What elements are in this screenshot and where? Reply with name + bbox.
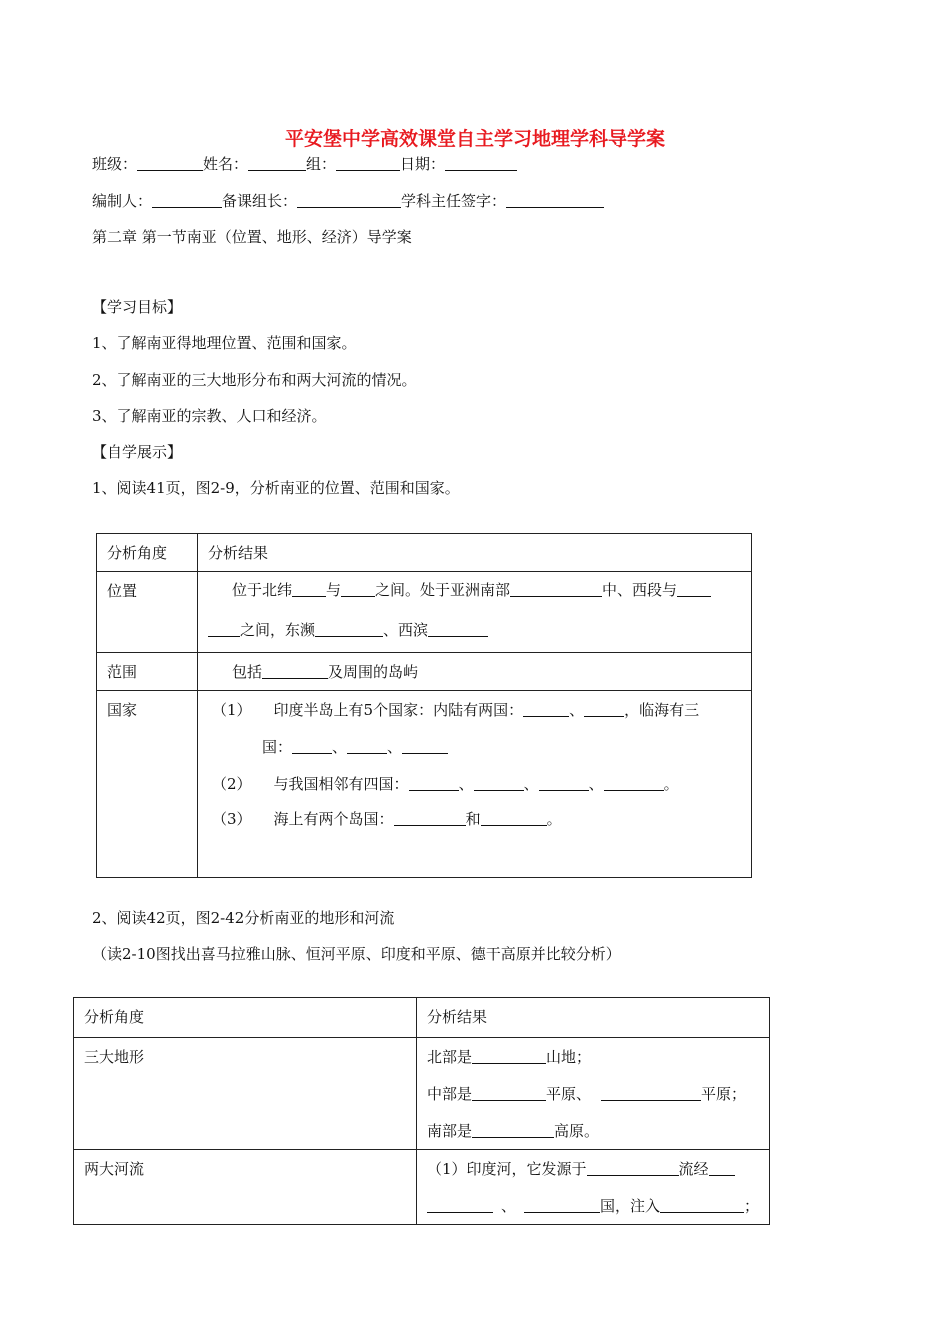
answer-blank[interactable]	[428, 620, 488, 637]
countries-cell: （1） 印度半岛上有5个国家：内陆有两国： 、 ，临海有三 国： 、 、 （2） 与我国相邻有四国： 、 、 、 。 （3） 海上有两个岛国： 和 。	[198, 691, 752, 878]
answer-blank[interactable]	[409, 774, 459, 791]
answer-blank[interactable]	[523, 700, 569, 717]
answer-blank[interactable]	[402, 737, 448, 754]
answer-blank[interactable]	[510, 580, 602, 597]
answer-blank[interactable]	[394, 809, 466, 826]
self-study-heading: 【自学展示】	[92, 443, 183, 461]
answer-blank[interactable]	[587, 1159, 679, 1176]
answer-blank[interactable]	[472, 1121, 554, 1138]
question-1: 1、阅读41页，图2-9，分析南亚的位置、范围和国家。	[92, 479, 460, 497]
answer-blank[interactable]	[292, 737, 332, 754]
answer-blank[interactable]	[262, 662, 328, 679]
range-cell: 包括 及周围的岛屿	[198, 653, 752, 691]
director-label: 学科主任签字：	[401, 192, 507, 210]
goal-item: 2、了解南亚的三大地形分布和两大河流的情况。	[92, 371, 417, 389]
staff-info-line	[92, 190, 604, 211]
terrain-cell: 北部是 山地； 中部是 平原、 平原； 南部是 高原。	[416, 1038, 769, 1150]
answer-blank[interactable]	[208, 620, 240, 637]
compiler-label: 编制人：	[92, 192, 153, 210]
answer-blank[interactable]	[481, 809, 547, 826]
leader-blank[interactable]	[297, 191, 401, 208]
answer-blank[interactable]	[660, 1196, 744, 1213]
director-blank[interactable]	[506, 191, 604, 208]
terrain-table	[73, 997, 770, 1225]
name-label: 姓名：	[203, 155, 249, 173]
row-label: 两大河流	[74, 1150, 417, 1225]
answer-blank[interactable]	[584, 700, 624, 717]
class-label: 班级：	[92, 155, 138, 173]
answer-blank[interactable]	[472, 1084, 546, 1101]
location-table	[96, 533, 752, 878]
header-cell: 分析结果	[416, 998, 769, 1038]
answer-blank[interactable]	[474, 774, 524, 791]
group-label: 组：	[306, 155, 337, 173]
answer-blank[interactable]	[539, 774, 589, 791]
group-blank[interactable]	[336, 154, 400, 171]
goal-item: 3、了解南亚的宗教、人口和经济。	[92, 407, 327, 425]
question-2-title: 2、阅读42页，图2-42分析南亚的地形和河流	[92, 909, 395, 927]
table-row	[97, 572, 752, 653]
table-row	[74, 1150, 770, 1225]
page-title: 平安堡中学高效课堂自主学习地理学科导学案	[284, 128, 665, 150]
answer-blank[interactable]	[601, 1084, 701, 1101]
table-header-row	[74, 998, 770, 1038]
answer-blank[interactable]	[677, 580, 711, 597]
row-label: 范围	[97, 653, 198, 691]
header-cell: 分析结果	[198, 534, 752, 572]
header-cell: 分析角度	[74, 998, 417, 1038]
chapter-title: 第二章 第一节南亚（位置、地形、经济）导学案	[92, 228, 412, 246]
date-label: 日期：	[400, 155, 446, 173]
answer-blank[interactable]	[472, 1047, 546, 1064]
table-header-row	[97, 534, 752, 572]
student-info-line	[92, 153, 517, 174]
goals-heading: 【学习目标】	[92, 298, 183, 316]
answer-blank[interactable]	[604, 774, 664, 791]
table-row	[74, 1038, 770, 1150]
goal-item: 1、了解南亚得地理位置、范围和国家。	[92, 334, 357, 352]
answer-blank[interactable]	[709, 1159, 735, 1176]
row-label: 国家	[97, 691, 198, 878]
date-blank[interactable]	[445, 154, 517, 171]
table-row	[97, 653, 752, 691]
question-2-note: （读2-10图找出喜马拉雅山脉、恒河平原、印度和平原、德干高原并比较分析）	[92, 945, 621, 963]
answer-blank[interactable]	[315, 620, 383, 637]
row-label: 位置	[97, 572, 198, 653]
name-blank[interactable]	[248, 154, 306, 171]
header-cell: 分析角度	[97, 534, 198, 572]
answer-blank[interactable]	[341, 580, 375, 597]
answer-blank[interactable]	[524, 1196, 600, 1213]
position-cell: 位于北纬 与 之间。处于亚洲南部 中、西段与 之间，东濒 、西滨	[198, 572, 752, 653]
row-label: 三大地形	[74, 1038, 417, 1150]
answer-blank[interactable]	[347, 737, 387, 754]
compiler-blank[interactable]	[152, 191, 222, 208]
class-blank[interactable]	[137, 154, 203, 171]
table-row	[97, 691, 752, 878]
answer-blank[interactable]	[427, 1196, 493, 1213]
leader-label: 备课组长：	[222, 192, 298, 210]
rivers-cell: （1）印度河，它发源于 流经 、 国，注入 ；	[416, 1150, 769, 1225]
answer-blank[interactable]	[292, 580, 326, 597]
